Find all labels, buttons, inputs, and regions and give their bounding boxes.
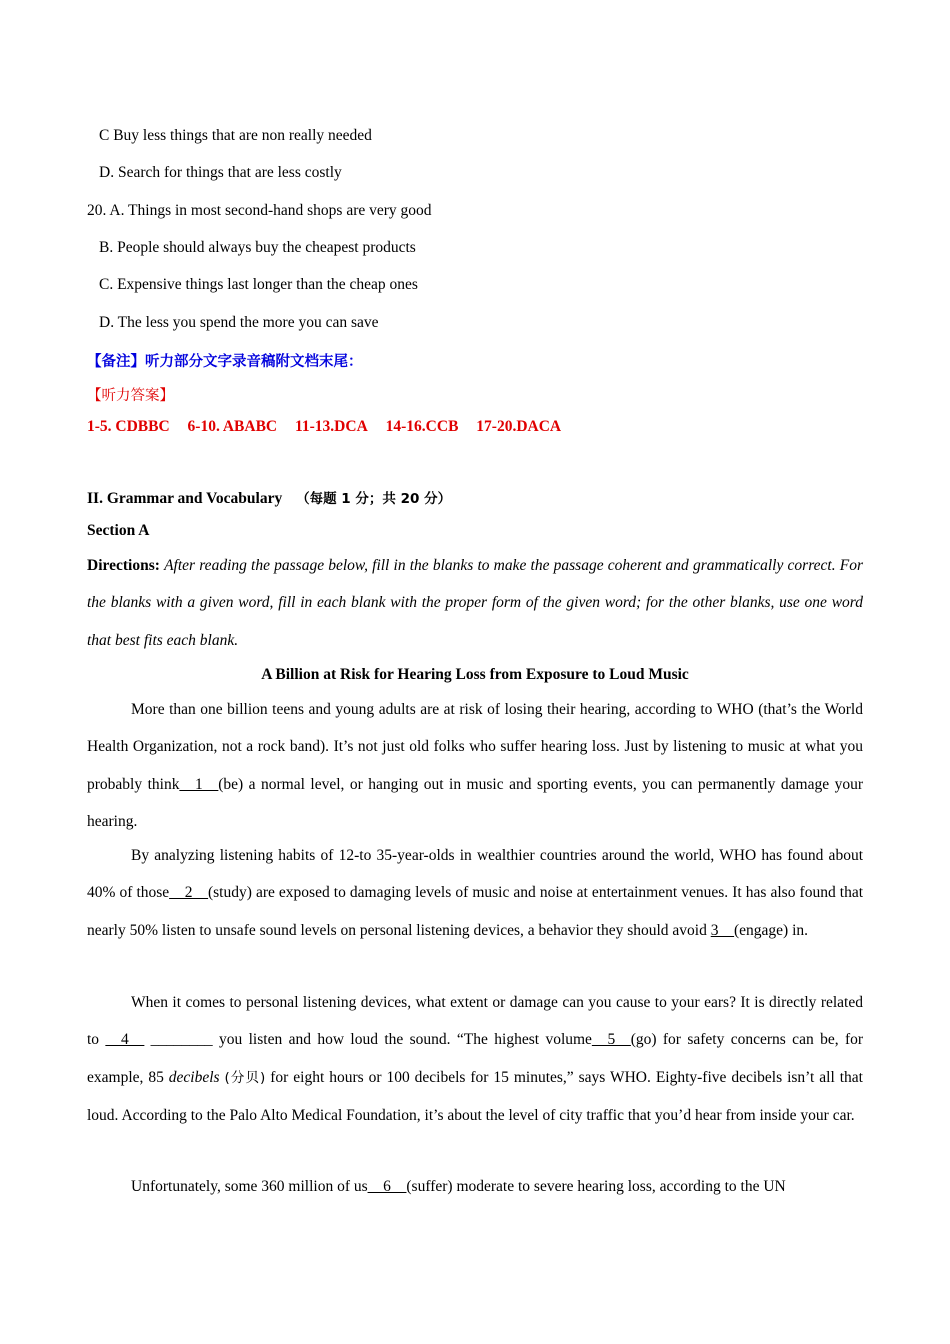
paragraph-text: (engage) in. [733,921,809,939]
answer-key-item: 1-5. CDBBC [87,418,170,435]
option-20b: B. People should always buy the cheapest products [99,239,416,256]
paragraph-4 [87,1168,863,1205]
paragraph-text: you listen and how loud the sound. “The highest volume [218,1031,592,1049]
option-19d: D. Search for things that are less costly [99,164,342,181]
paragraph-text: for eight hours or 100 decibels for 15 minutes,” says WHO. Eighty-five decibels isn’t all that loud. According to the Palo Alto Medical Foundation, it’s about the level of city traffic that you’d hear from inside your car. [87,1068,863,1124]
directions [87,547,863,659]
paragraph-1 [87,691,863,840]
paragraph-text: More than one billion teens and young adults are at risk of losing their hearing, according to WHO (that’s the World Health Organization, not a rock band). It’s not just old folks who suffer hearing loss. Just by listening to music at what you probably think [87,701,863,793]
blank-4-line: ________ [150,1031,213,1049]
answer-key-item: 17-20.DACA [476,418,562,435]
option-20a: 20. A. Things in most second-hand shops are very good [87,202,432,219]
passage-title: A Billion at Risk for Hearing Loss from Exposure to Loud Music [261,666,689,683]
blank-3: 3__ [710,921,734,939]
option-20c: C. Expensive things last longer than the cheap ones [99,276,418,293]
answer-key-item: 11-13.DCA [295,418,368,435]
paragraph-text: Unfortunately, some 360 million of us [131,1178,368,1195]
blank-5: __5__ [591,1031,631,1049]
section-a-label: Section A [87,522,150,539]
paragraph-2 [87,837,863,949]
answer-key [87,418,561,436]
section-scoring: （每题 1 分；共 20 分） [296,491,452,507]
blank-2: __2__ [169,884,208,902]
answers-heading: 【听力答案】 [87,388,174,404]
answer-key-item: 6-10. ABABC [187,418,278,435]
directions-label: Directions: [87,557,160,574]
answer-key-item: 14-16.CCB [385,418,459,435]
paragraph-text: (be) a normal level, or hanging out in music and sporting events, you can permanently damage your hearing. [87,775,863,830]
decibels-term: decibels [168,1068,220,1086]
decibels-chinese: (分贝) [224,1069,266,1086]
option-19c: C Buy less things that are non really needed [99,127,372,144]
section-title: II. Grammar and Vocabulary [87,490,283,507]
paragraph-text: (study) are exposed to damaging levels of music and noise at entertainment venues. It has also found that nearly 50% listen to unsafe sound levels on personal listening devices, a behavior they should avoid [87,884,864,939]
option-20d: D. The less you spend the more you can save [99,314,379,331]
blank-6: __6__ [367,1178,407,1195]
blank-1: __1__ [179,775,219,793]
paragraph-text: By analyzing listening habits of 12-to 35-year-olds in wealthier countries around the world, WHO has found about 40% of those [87,847,863,902]
section-heading [87,487,451,508]
transcript-note: 【备注】听力部分文字录音稿附文档末尾： [87,354,363,370]
directions-text: After reading the passage below, fill in the blanks to make the passage coherent and grammatically correct. For the blanks with a given word, fill in each blank with the proper form of the given word; for the other blanks, use one word that best fits each blank. [87,557,863,649]
paragraph-text: (suffer) moderate to severe hearing loss, according to the UN [406,1178,786,1195]
paragraph-text: When it comes to personal listening devices, what extent or damage can you cause to your ears? It is directly related to [87,994,863,1049]
blank-4: __4__ [105,1031,145,1049]
paragraph-3 [87,984,863,1134]
paragraph-text: (go) for safety concerns can be, for example, 85 [87,1031,864,1086]
